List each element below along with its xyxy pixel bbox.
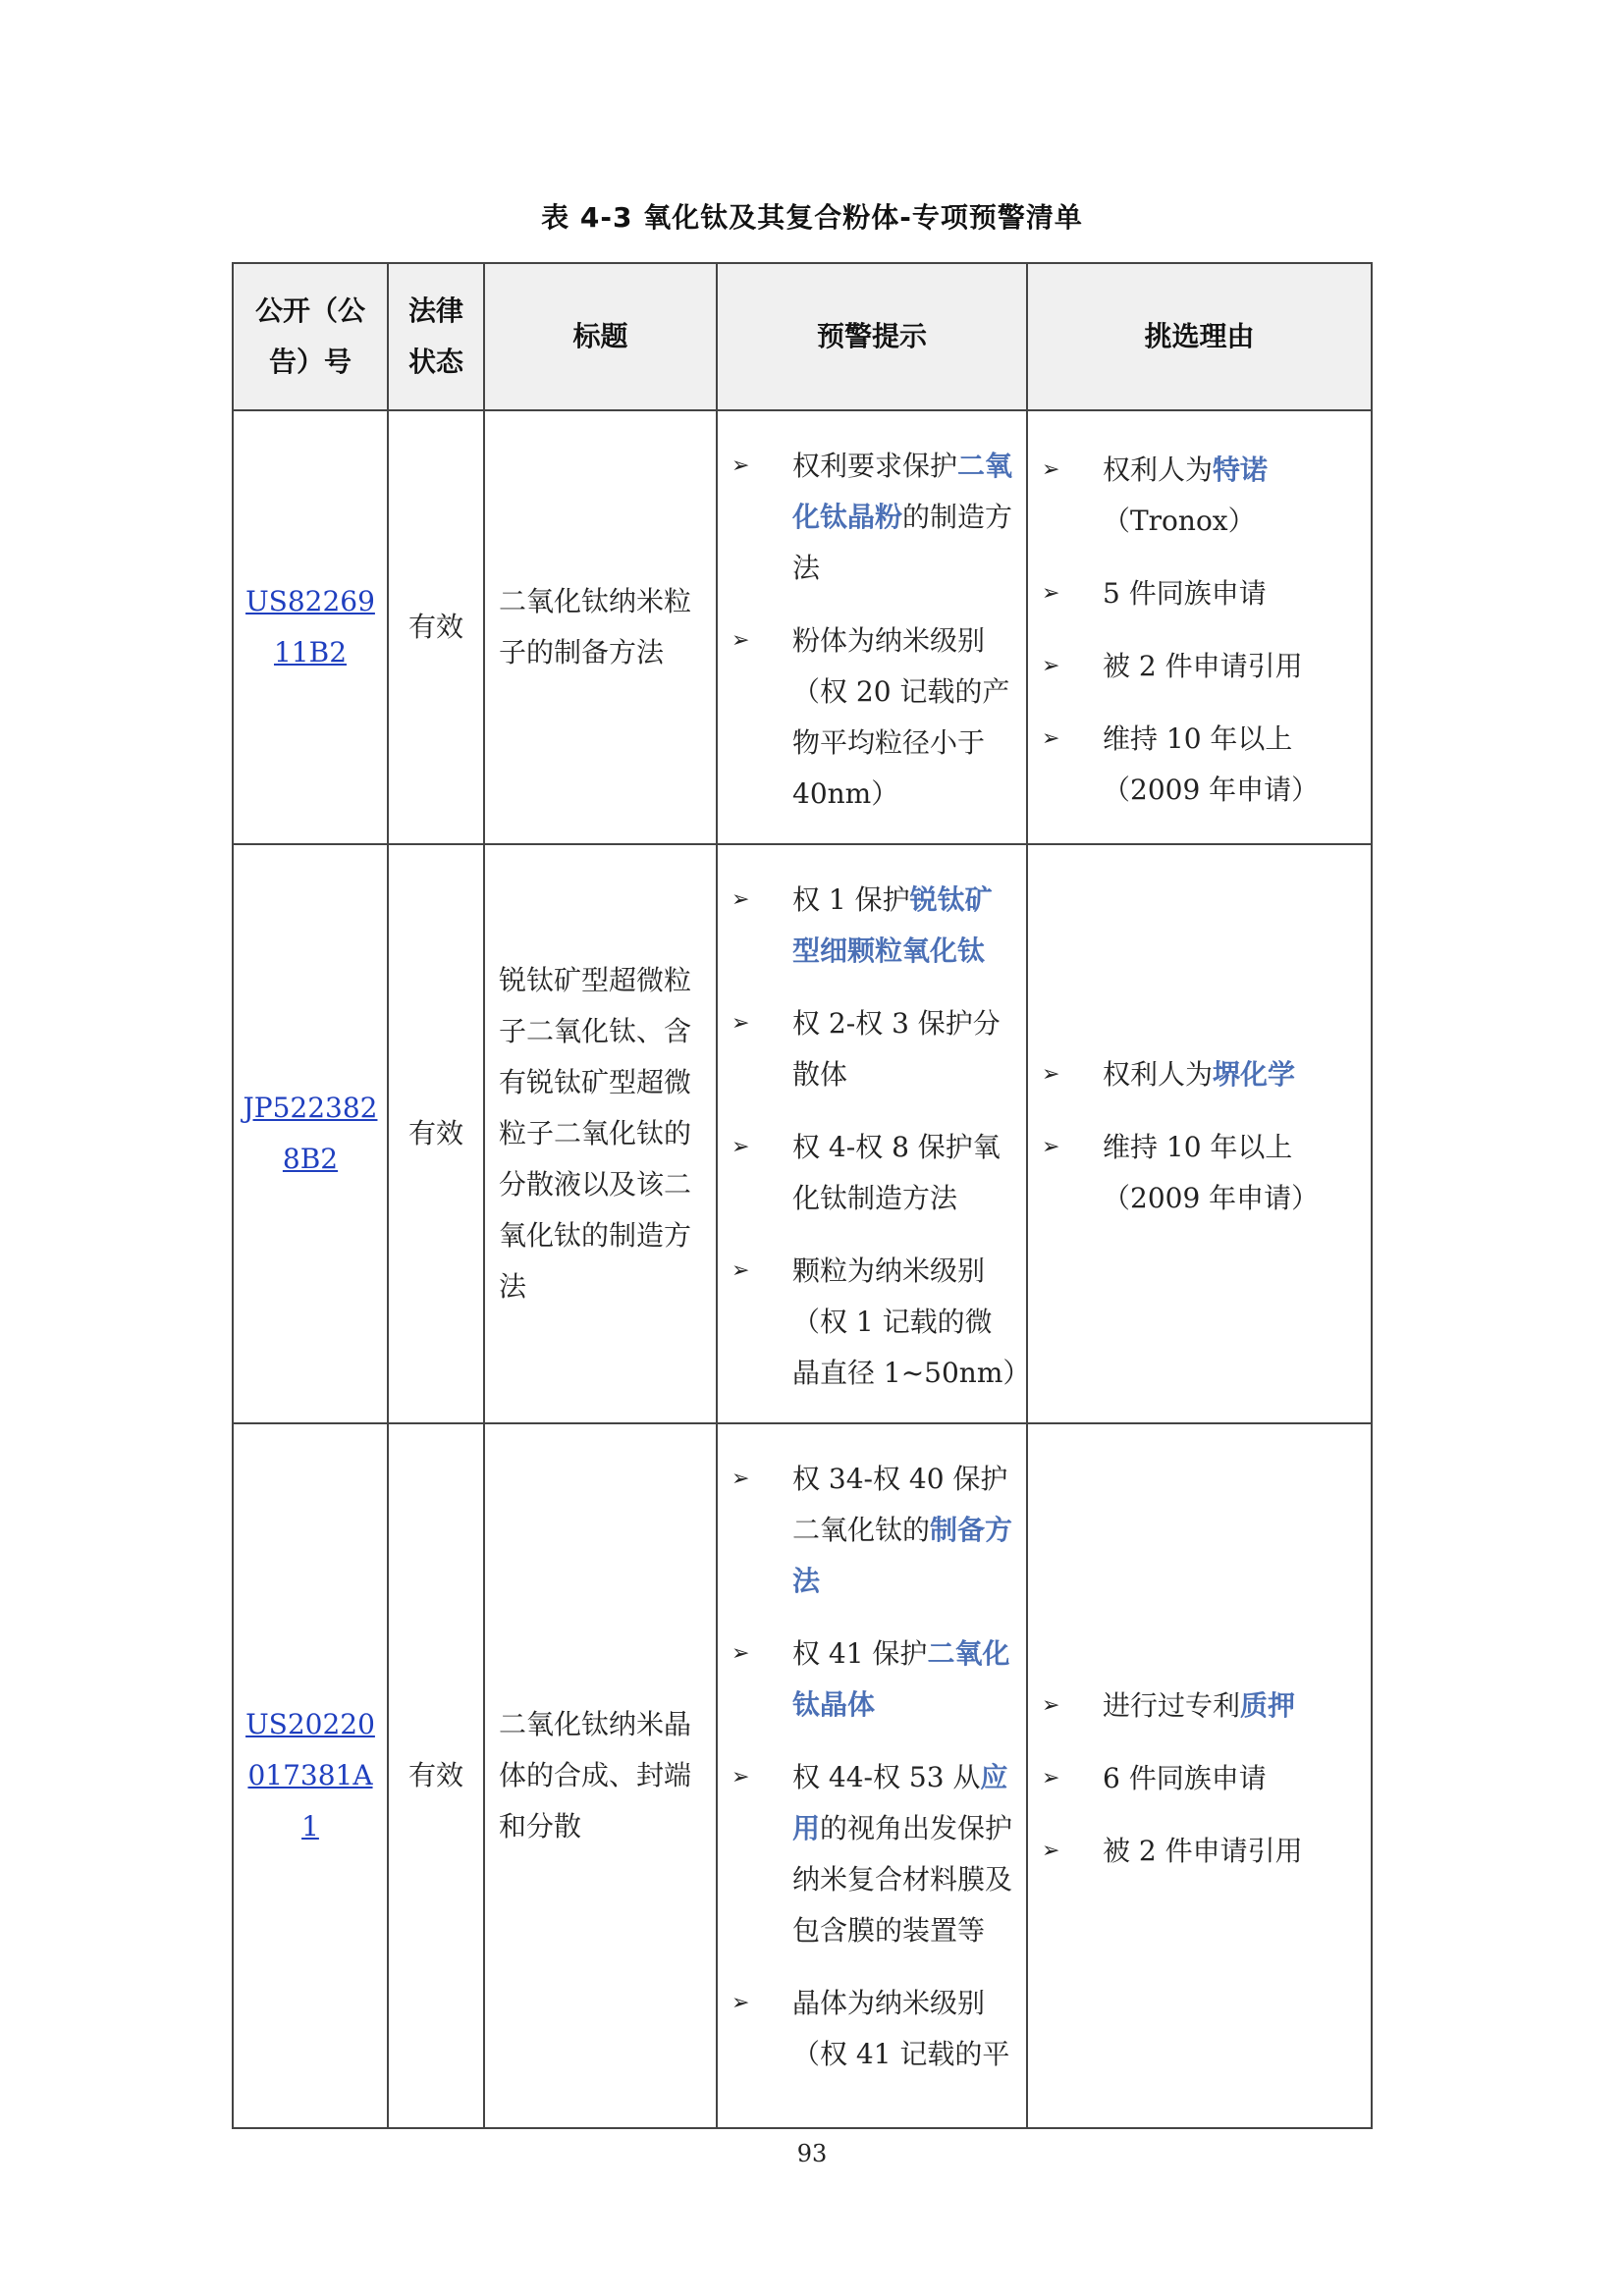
arrow-bullet-icon: ➢ [1042, 1839, 1060, 1863]
bullet-item [1028, 1826, 1371, 1877]
warning-list [718, 441, 1026, 820]
legal-status: 有效 [388, 844, 484, 1423]
bullet-text: 的视角出发保护纳米复合材料膜及包含膜的装置等 [792, 1812, 1013, 1947]
warning-list [718, 1454, 1026, 2080]
table-row [233, 1423, 1372, 2128]
bullet-item [718, 615, 1026, 820]
bullet-text: 的制造方法 [792, 501, 1013, 584]
highlighted-text: 二氧化钛晶粉 [792, 450, 1013, 533]
arrow-bullet-icon: ➢ [1042, 457, 1060, 482]
bullet-item [718, 875, 1026, 977]
patent-title: 二氧化钛纳米粒子的制备方法 [484, 410, 717, 844]
highlighted-text: 锐钛矿型细颗粒氧化钛 [792, 883, 993, 967]
bullet-item [718, 1454, 1026, 1607]
arrow-bullet-icon: ➢ [1042, 1135, 1060, 1159]
bullet-text: （Tronox） [1103, 505, 1256, 537]
arrow-bullet-icon: ➢ [1042, 654, 1060, 678]
legal-status: 有效 [388, 1423, 484, 2128]
arrow-bullet-icon: ➢ [731, 1991, 750, 2015]
bullet-item [718, 1122, 1026, 1224]
table-row [233, 844, 1372, 1423]
bullet-item [718, 1629, 1026, 1731]
bullet-text: 权 41 保护 [792, 1637, 928, 1670]
bullet-text: 权 2-权 3 保护分散体 [792, 1007, 1001, 1091]
reason-list [1028, 1049, 1371, 1224]
bullet-item [1028, 641, 1371, 692]
bullet-text: 维持 10 年以上（2009 年申请） [1103, 1131, 1320, 1214]
bullet-item [1028, 1681, 1371, 1732]
bullet-item [718, 441, 1026, 594]
reason-cell [1027, 844, 1372, 1423]
table-title: 表 4-3 氧化钛及其复合粉体-专项预警清单 [541, 201, 1083, 234]
header-warning: 预警提示 [717, 263, 1027, 410]
highlighted-text: 二氧化钛晶体 [792, 1637, 1010, 1721]
arrow-bullet-icon: ➢ [1042, 1766, 1060, 1790]
pub-number-cell [233, 410, 388, 844]
patent-title: 二氧化钛纳米晶体的合成、封端和分散 [484, 1423, 717, 2128]
arrow-bullet-icon: ➢ [731, 1135, 750, 1159]
header-legal-status: 法律状态 [388, 263, 484, 410]
bullet-item [1028, 568, 1371, 619]
bullet-text: 权利要求保护 [792, 450, 958, 482]
reason-list [1028, 445, 1371, 816]
legal-status: 有效 [388, 410, 484, 844]
patent-link[interactable]: JP5223828B2 [243, 1092, 378, 1175]
bullet-text: 权 4-权 8 保护氧化钛制造方法 [792, 1131, 1001, 1214]
bullet-text: 权 1 保护 [792, 883, 910, 916]
arrow-bullet-icon: ➢ [731, 1011, 750, 1036]
arrow-bullet-icon: ➢ [1042, 1062, 1060, 1087]
highlighted-text: 制备方法 [792, 1514, 1013, 1597]
arrow-bullet-icon: ➢ [731, 454, 750, 478]
header-pub-number: 公开（公告）号 [233, 263, 388, 410]
arrow-bullet-icon: ➢ [1042, 581, 1060, 606]
arrow-bullet-icon: ➢ [1042, 726, 1060, 751]
bullet-text: 被 2 件申请引用 [1103, 1835, 1303, 1867]
arrow-bullet-icon: ➢ [1042, 1693, 1060, 1718]
warning-cell [717, 1423, 1027, 2128]
bullet-item [718, 1752, 1026, 1956]
highlighted-text: 特诺 [1213, 454, 1269, 486]
bullet-text: 权 44-权 53 从 [792, 1761, 981, 1793]
table-row [233, 410, 1372, 844]
highlighted-text: 质押 [1240, 1689, 1296, 1722]
bullet-text: 权利人为 [1103, 1058, 1214, 1091]
patent-link[interactable]: US8226911B2 [245, 585, 375, 668]
bullet-item [718, 998, 1026, 1100]
bullet-text: 权利人为 [1103, 454, 1214, 486]
reason-list [1028, 1681, 1371, 1877]
pub-number-cell [233, 1423, 388, 2128]
arrow-bullet-icon: ➢ [731, 1641, 750, 1666]
bullet-text: 颗粒为纳米级别（权 1 记载的微晶直径 1~50nm） [792, 1255, 1031, 1389]
patent-link[interactable]: US20220017381A1 [245, 1708, 375, 1842]
bullet-item [1028, 445, 1371, 547]
bullet-text: 粉体为纳米级别（权 20 记载的产物平均粒径小于 40nm） [792, 624, 1010, 810]
arrow-bullet-icon: ➢ [731, 1467, 750, 1491]
highlighted-text: 堺化学 [1213, 1058, 1296, 1091]
early-warning-table [232, 262, 1373, 2129]
bullet-item [1028, 1122, 1371, 1224]
arrow-bullet-icon: ➢ [731, 1765, 750, 1789]
header-reason: 挑选理由 [1027, 263, 1372, 410]
warning-cell [717, 410, 1027, 844]
arrow-bullet-icon: ➢ [731, 1258, 750, 1283]
bullet-item [1028, 1049, 1371, 1100]
header-row [233, 263, 1372, 410]
arrow-bullet-icon: ➢ [731, 628, 750, 653]
bullet-item [718, 1978, 1026, 2080]
pub-number-cell [233, 844, 388, 1423]
header-title: 标题 [484, 263, 717, 410]
bullet-item [1028, 714, 1371, 816]
warning-list [718, 875, 1031, 1399]
bullet-text: 晶体为纳米级别（权 41 记载的平 [792, 1987, 1010, 2070]
page-number: 93 [796, 2140, 828, 2167]
bullet-text: 被 2 件申请引用 [1103, 650, 1303, 682]
bullet-text: 6 件同族申请 [1103, 1762, 1267, 1794]
bullet-text: 维持 10 年以上（2009 年申请） [1103, 722, 1320, 806]
bullet-text: 进行过专利 [1103, 1689, 1241, 1722]
bullet-text: 5 件同族申请 [1103, 577, 1267, 610]
warning-cell [717, 844, 1031, 1423]
bullet-text: 权 34-权 40 保护二氧化钛的 [792, 1463, 1008, 1546]
patent-title: 锐钛矿型超微粒子二氧化钛、含有锐钛矿型超微粒子二氧化钛的分散液以及该二氧化钛的制造方法 [484, 844, 717, 1423]
highlighted-text: 应用 [792, 1761, 1008, 1844]
arrow-bullet-icon: ➢ [731, 887, 750, 912]
reason-cell [1027, 1423, 1372, 2128]
reason-cell [1027, 410, 1372, 844]
bullet-item [1028, 1753, 1371, 1804]
bullet-item [718, 1246, 1031, 1399]
